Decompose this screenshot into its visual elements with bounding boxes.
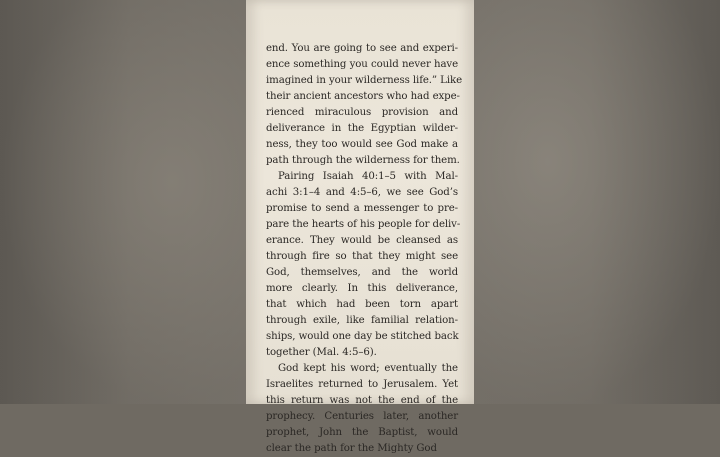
text-line: through fire so that they might see bbox=[266, 251, 458, 262]
text-line: Pairing Isaiah 40:1–5 with Mal- bbox=[278, 171, 458, 182]
text-line: together (Mal. 4:5–6). bbox=[266, 347, 377, 358]
text-line: deliverance in the Egyptian wilder- bbox=[266, 123, 458, 134]
text-line: promise to send a messenger to pre- bbox=[266, 203, 458, 214]
text-line: prophet, John the Baptist, would bbox=[266, 427, 458, 438]
left-blurred-background bbox=[0, 0, 246, 404]
text-line: ence something you could never have bbox=[266, 59, 458, 70]
paragraph-1 bbox=[266, 41, 463, 169]
paragraph-3 bbox=[266, 361, 458, 457]
paragraph-2 bbox=[266, 169, 461, 361]
text-line: achi 3:1–4 and 4:5–6, we see God’s bbox=[266, 187, 458, 198]
text-line: erance. They would be cleansed as bbox=[266, 235, 458, 246]
text-line: ness, they too would see God make a bbox=[266, 139, 458, 150]
text-line: Israelites returned to Jerusalem. Yet bbox=[266, 379, 458, 390]
text-line: prophecy. Centuries later, another bbox=[266, 411, 458, 422]
text-line: end. You are going to see and experi- bbox=[266, 43, 458, 54]
text-line: through exile, like familial relation- bbox=[266, 315, 458, 326]
right-blurred-background bbox=[474, 0, 720, 404]
text-line: rienced miraculous provision and bbox=[266, 107, 458, 118]
text-line: that which had been torn apart bbox=[266, 299, 458, 310]
text-line: ships, would one day be stitched back bbox=[266, 331, 459, 342]
text-line: this return was not the end of the bbox=[266, 395, 458, 406]
page-text bbox=[266, 41, 463, 457]
text-line: more clearly. In this deliverance, bbox=[266, 283, 458, 294]
book-page bbox=[246, 0, 474, 454]
text-line: God, themselves, and the world bbox=[266, 267, 458, 278]
text-line: path through the wilderness for them. bbox=[266, 155, 460, 166]
text-line: pare the hearts of his people for deliv- bbox=[266, 219, 461, 230]
text-line: their ancient ancestors who had expe- bbox=[266, 91, 460, 102]
text-line: God kept his word; eventually the bbox=[278, 363, 458, 374]
text-line: imagined in your wilderness life.” Like bbox=[266, 75, 463, 86]
text-line: clear the path for the Mighty God bbox=[266, 443, 437, 454]
